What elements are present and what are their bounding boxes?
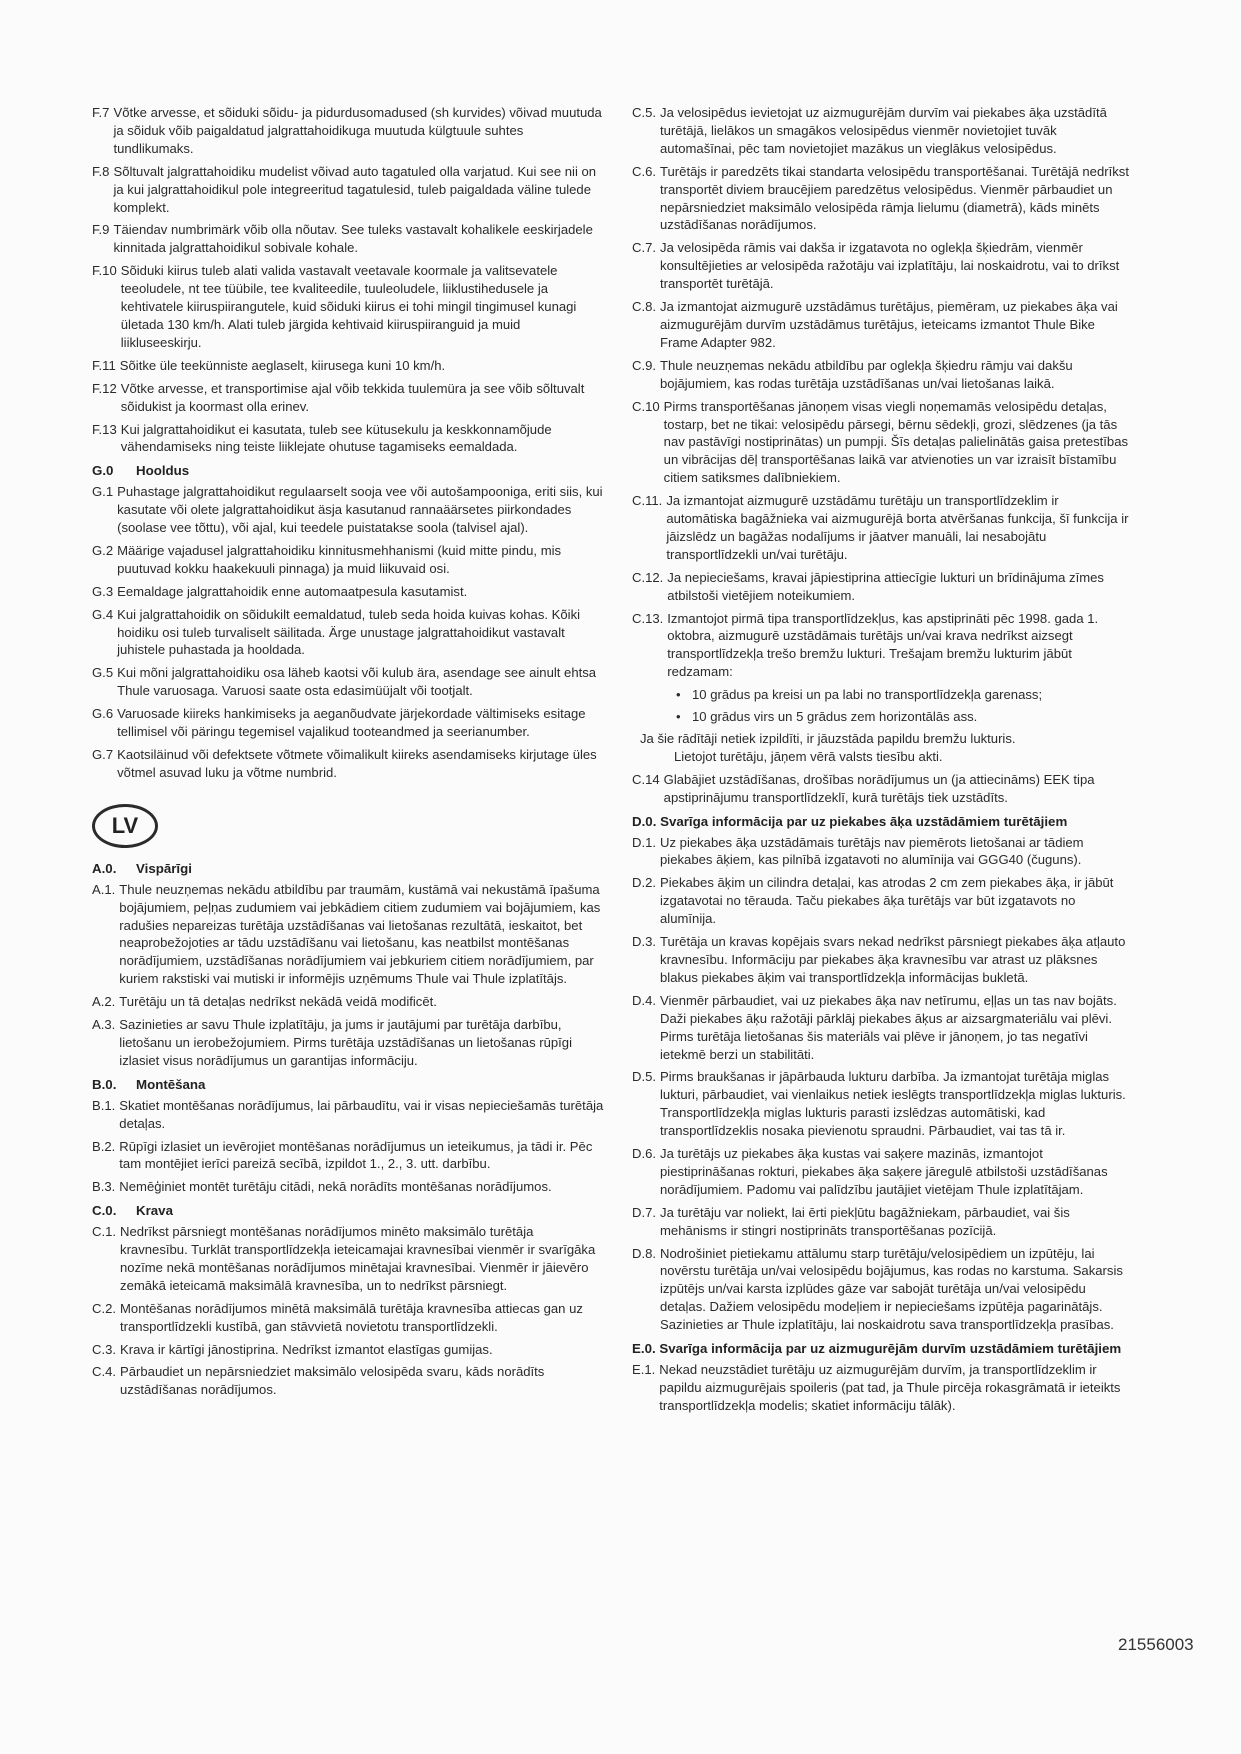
section-g-title: Hooldus [136,463,190,479]
c13-note-line2: Lietojot turētāju, jāņem vērā valsts tiesību akti. [674,748,943,764]
item-text: Nodrošiniet pietiekamu attālumu starp turētāju/velosipēdiem un izpūtēju, lai novērstu turētāja un/vai velosipēdu bojājumus, kas rodas no karstuma. Sakarsis izpūtējs un/vai karsta izplūdes gāze var sabojāt turētāja un/vai velosipēdu detaļas. Dažiem velosipēdu modeļiem ir nepieciešams izpūtēja pagarinātājs. Sazinieties ar Thule izplatītāju, lai noskaidrotu sava transportlīdzekļa prasības. [660,1245,1123,1333]
item-number: F.7 [92,105,110,120]
list-item [92,1016,604,1070]
item-number: D.7. [632,1204,657,1220]
item-number: B.1. [92,1097,116,1113]
item-text: Kui jalgrattahoidikut ei kasutata, tuleb see kütusekulu ja keskkonnamõjude vähendamiseks ning teiste liiklejate ohutuse tagamiseks eemaldada. [120,421,552,455]
document-number: 21556003 [1118,1635,1194,1654]
section-c-title: Krava [136,1203,173,1219]
item-text: Uz piekabes āķa uzstādāmais turētājs nav piemērots lietošanai ar tādiem piekabes āķiem, kas pilnībā izgatavoti no alumīnija vai GGG40 (čuguns). [660,834,1084,868]
item-number: C.8. [632,299,657,315]
list-item [632,933,1130,987]
item-number: F.12 [92,380,117,396]
item-number: G.3 [92,583,114,599]
item-text: Pirms transportēšanas jānoņem visas viegli noņemamās velosipēdu detaļas, tostarp, bet ne tikai: velosipēdu pārsegi, bērnu sēdekļi, grozi, slēdzenes (ja tās nav pastāvīgi nostiprinātas) un pumpji. Šīs detaļas palielinātās gaisa pretestības un vibrācijas dēļ transportēšanas laikā var atvienoties un var izraisīt bīstamību citiem satiksmes dalībniekiem. [663,398,1129,486]
bullet-text: 10 grādus pa kreisi un pa labi no transportlīdzekļa garenass; [692,687,1043,703]
bullet-item [632,708,1130,726]
list-item [92,881,604,988]
item-text: Ja izmantojat aizmugurē uzstādāmu turētāju un transportlīdzeklim ir automātiska bagāžnieka vai aizmugurējā borta atvēršanas funkcija, šī funkcija ir jāizslēdz un bagāžas nodalījums ir jāatver manuāli, lai nesabojātu transportlīdzekli un/vai turētāju. [666,493,1129,562]
item-number: C.12. [632,569,664,585]
section-c-items-left [92,1223,604,1399]
item-number: B.2. [92,1138,116,1154]
section-a-header [92,860,604,878]
item-number: A.2. [92,994,116,1010]
item-text: Piekabes āķim un cilindra detaļai, kas atrodas 2 cm zem piekabes āķa, ir jābūt izgatavotai no tērauda. Taču piekabes āķa turētājs var būt izgatavots no alumīnija. [660,875,1114,927]
item-text: Skatiet montēšanas norādījumus, lai pārbaudītu, vai ir visas nepieciešamās turētāja detaļas. [119,1097,604,1131]
item-number: C.3. [92,1341,117,1357]
item-text: Sõltuvalt jalgrattahoidiku mudelist võivad auto tagatuled olla varjatud. Kui see nii on ja kui jalgrattahoidikul pole integreeritud tagatulesid, tuleb paigaldada väline tulede komplekt. [113,163,597,215]
item-text: Izmantojot pirmā tipa transportlīdzekļus, kas apstiprināti pēc 1998. gada 1. oktobra, aizmugurē uzstādāmais turētājs un/vai krava nedrīkst aizsegt transportlīdzekļa trešo bremžu lukturi. Trešajam bremžu lukturim jābūt redzamam: [667,610,1099,680]
left-column [92,104,604,1404]
item-number: C.14 [632,771,660,787]
item-number: D.3. [632,934,657,950]
section-e-items [632,1361,1130,1415]
list-item [92,1097,604,1133]
list-item [92,483,604,537]
item-text: Pārbaudiet un nepārsniedziet maksimālo velosipēda svaru, kāds norādīts uzstādīšanas norādījumos. [120,1364,545,1398]
item-number: G.1 [92,484,114,500]
item-text: Ja turētāju var noliekt, lai ērti piekļūtu bagāžniekam, pārbaudiet, vai šis mehānisms ir stingri nostiprināts transportēšanas pozīcijā. [660,1204,1070,1238]
item-text: Turētāja un kravas kopējais svars nekad nedrīkst pārsniegt piekabes āķa atļauto kravnesību. Informāciju par piekabes āķa kravnesību var atrast uz plāksnes blakus piekabes āķim vai transportlīdzekļa informācijas bukletā. [660,934,1126,985]
item-text: Nekad neuzstādiet turētāju uz aizmugurējām durvīm, ja transportlīdzeklim ir papildu aizmugurējais spoileris (pat tad, ja Thule pircēja rokasgrāmatā ir ieteikts transportlīdzekļa modelis; skatiet informāciju tālāk). [659,1362,1121,1413]
item-number: C.1. [92,1224,117,1240]
list-item [632,992,1130,1064]
bullet-text: 10 grādus virs un 5 grādus zem horizontālās ass. [692,709,978,725]
list-item [632,239,1130,293]
item-text: Kaotsiläinud või defektsete võtmete võimalikult kiireks asendamiseks kirjutage üles võtmel asuvad luku ja võtme numbrid. [117,747,597,780]
list-item [92,1178,604,1196]
list-item [632,104,1130,158]
item-number: C.7. [632,240,657,256]
list-item [92,1363,604,1399]
list-item [632,492,1130,564]
list-item [92,705,604,741]
item-number: E.1. [632,1362,656,1377]
section-c-header [92,1202,604,1220]
bullet-item [632,686,1130,704]
item-number: G.6 [92,706,114,722]
item-text: Vienmēr pārbaudiet, vai uz piekabes āķa nav netīrumu, eļļas un tas nav bojāts. Daži piekabes āķu ražotāji pārklāj piekabes āķus ar aizsargmateriālu vai plēvi. Pirms turētāja lietošanas šis materiāls vai plēve ir jānoņem, jo tas negatīvi ietekmē berzi un stabilitāti. [660,992,1117,1062]
list-item [92,421,604,457]
item-number: D.8. [632,1245,657,1261]
item-text: Täiendav numbrimärk võib olla nõutav. See tuleks vastavalt kohalikele eeskirjadele kinnitada jalgrattahoidikul sobivale kohale. [113,222,593,256]
item-number: D.2. [632,875,657,891]
list-item [632,1204,1130,1240]
item-text: Nemēģiniet montēt turētāju citādi, nekā norādīts montēšanas norādījumos. [119,1179,552,1195]
section-b-items [92,1097,604,1197]
item-text: Nedrīkst pārsniegt montēšanas norādījumos minēto maksimālo turētāja kravnesību. Turklāt transportlīdzekļa ieteicamajai kravnesībai vienmēr ir svarīgāka nozīme nekā montēšanas norādījumos minētajai kravnesībai. Vienmēr ir jāievēro zemākā ieteicamā maksimālā kravnesība, un to nedrīkst pārsniegt. [120,1224,596,1293]
item-text: Sõiduki kiirus tuleb alati valida vastavalt veetavale koormale ja valitsevatele teeoludele, nt tee tüübile, tee kvaliteedile, tuuleoludele, liiklustihedusele ja kehtivatele kiiruspiirangutele, kuid sõiduki kiirus ei tohi mingil tingimusel kunagi ületada 130 km/h. Alati tuleb järgida kehtivaid kiiruspiiranguid ja muid liikluseeskirju. [120,263,577,350]
item-text: Eemaldage jalgrattahoidik enne automaatpesula kasutamist. [117,583,468,599]
item-number: D.4. [632,992,657,1008]
item-text: Sazinieties ar savu Thule izplatītāju, ja jums ir jautājumi par turētāja darbību, lietošanu un ierobežojumiem. Pirms turētāja uzstādīšanas un lietošanas rūpīgi izlasiet visus norādījumus un garantijas informāciju. [119,1017,573,1068]
item-text: Kui jalgrattahoidik on sõidukilt eemaldatud, tuleb seda hoida kuivas kohas. Kõiki hoidiku osi tuleb turvaliselt säilitada. Ärge unustage jalgrattahoidikut vastavalt juhistele puhastada ja hooldada. [117,606,581,658]
item-text: Võtke arvesse, et transportimise ajal võib tekkida tuulemüra ja see võib sõltuvalt sõidukist ja koormast olla erinev. [120,380,585,414]
item-text: Varuosade kiireks hankimiseks ja aeganõudvate järjekordade vältimiseks esitage tellimisel või päringu tegemisel vajalikud tooteandmed ja seerianumber. [117,706,586,740]
item-number: G.5 [92,665,114,681]
item-text: Glabājiet uzstādīšanas, drošības norādījumus un (ja attiecināms) EEK tipa apstiprinājumu transportlīdzeklī, kurā turētājs tiek uzstādīts. [663,771,1095,805]
list-item [632,610,1130,682]
item-text: Kui mõni jalgrattahoidiku osa läheb kaotsi või kulub ära, asendage see ainult ehtsa Thule varuosaga. Varuosi saate osta edasimüüjalt või tootjalt. [117,665,597,699]
item-number: F.8 [92,163,110,179]
item-number: C.5. [632,105,657,120]
item-number: C.6. [632,163,657,179]
item-text: Montēšanas norādījumos minētā maksimālā turētāja kravnesība attiecas gan uz transportlīdzekli kustībā, gan stāvvietā novietotu transportlīdzekli. [120,1300,583,1334]
c13-note [632,730,1130,766]
item-text: Turētājs ir paredzēts tikai standarta velosipēdu transportēšanai. Turētājā nedrīkst transportēt diviem braucējiem paredzētus velosipēdus. Vienmēr pārbaudiet un nepārsniedziet maksimālo velosipēda rāmja lielumu (diametrā), kāds minēts uzstādīšanas norādījumos. [660,163,1129,233]
section-e-header: E.0. Svarīga informācija par uz aizmugurējām durvīm uzstādāmiem turētājiem [632,1341,1122,1357]
right-column [632,104,1130,1420]
item-number: C.4. [92,1364,117,1380]
section-g-items [92,483,604,782]
section-d-header: D.0. Svarīga informācija par uz piekabes āķa uzstādāmiem turētājiem [632,813,1068,829]
item-number: C.11. [632,493,663,509]
item-text: Thule neuzņemas nekādu atbildību par oglekļa šķiedru rāmju vai dakšu bojājumiem, kas rodas turētāja uzstādīšanas un/vai lietošanas laikā. [660,357,1073,391]
item-number: A.1. [92,881,116,897]
list-item [92,104,604,158]
language-badge-lv: LV [92,804,158,848]
item-number: C.10 [632,398,660,414]
item-number: G.7 [92,747,114,762]
list-item [632,569,1130,605]
list-item [632,771,1130,807]
item-text: Krava ir kārtīgi jānostiprina. Nedrīkst izmantot elastīgas gumijas. [120,1341,493,1357]
list-item [92,1341,604,1359]
item-text: Sõitke üle teekünniste aeglaselt, kiirusega kuni 10 km/h. [119,357,446,373]
section-b-header [92,1076,604,1094]
list-item [632,1068,1130,1140]
item-text: Määrige vajadusel jalgrattahoidiku kinnitusmehhanismi (kuid mitte pindu, mis puutuvad kokku haakekuuli pinnaga) ja muid liikuvaid osi. [117,542,562,576]
item-number: F.13 [92,421,117,437]
list-item [92,1223,604,1295]
list-item [92,357,604,375]
item-text: Ja velosipēda rāmis vai dakša ir izgatavota no oglekļa šķiedrām, vienmēr konsultējieties ar velosipēda ražotāju vai izplatītāju, lai noskaidrotu, vai to drīkst transportēt turētājā. [660,240,1120,292]
list-item [632,874,1130,928]
section-g-number: G.0 [92,463,114,479]
item-text: Turētāju un tā detaļas nedrīkst nekādā veidā modificēt. [119,994,437,1010]
section-a-items [92,881,604,1070]
list-item [632,398,1130,488]
item-number: A.3. [92,1017,116,1033]
list-item [92,163,604,217]
item-number: C.13. [632,610,664,626]
list-item [632,298,1130,352]
item-text: Rūpīgi izlasiet un ievērojiet montēšanas norādījumus un ieteikumus, ja tādi ir. Pēc tam montējiet ierīci pareizā secībā, izpildot 1., 2., 3. utt. darbību. [119,1138,593,1172]
language-badge-wrap [92,804,604,848]
section-b-number: B.0. [92,1076,117,1092]
section-c-number: C.0. [92,1203,117,1219]
list-item [92,380,604,416]
item-number: D.5. [632,1069,657,1085]
item-text: Ja nepieciešams, kravai jāpiestiprina attiecīgie lukturi un brīdinājuma zīmes atbilstoši vietējiem noteikumiem. [667,569,1104,603]
list-item [92,1300,604,1336]
list-item [92,606,604,660]
section-f-items [92,104,604,456]
section-c-items-right [632,104,1130,681]
item-number: C.9. [632,357,657,373]
list-item [92,262,604,352]
section-g-header [92,462,604,480]
item-number: D.6. [632,1146,657,1162]
item-number: F.11 [92,357,116,373]
item-text: Puhastage jalgrattahoidikut regulaarselt sooja vee või autošampooniga, eriti siis, kui kasutate või olete jalgrattahoidikut äsja kasutanud rannaäärsetes piirkondades (soolase vee tõttu), või ajal, kui teedele puistatakse soola (talvisel ajal). [117,484,603,536]
item-number: F.9 [92,222,110,238]
item-text: Ja izmantojat aizmugurē uzstādāmus turētājus, piemēram, uz piekabes āķa vai aizmugurējām durvīm uzstādāmus turētājus, ieteicams izmantot Thule Bike Frame Adapter 982. [660,299,1118,350]
item-number: G.4 [92,606,114,622]
section-b-title: Montēšana [136,1076,206,1092]
item-number: B.3. [92,1179,116,1195]
section-d-items [632,834,1130,1335]
bullet-dot-icon: • [676,709,681,725]
list-item [92,664,604,700]
list-item [632,1361,1130,1415]
section-a-number: A.0. [92,860,117,876]
list-item [632,1245,1130,1335]
item-text: Ja velosipēdus ievietojat uz aizmugurējām durvīm vai piekabes āķa uzstādītā turētājā, lielākos un smagākos velosipēdus vienmēr novietojiet tuvāk automašīnai, pēc tam novietojiet mazākus un vieglākus velosipēdus. [660,105,1107,156]
list-item [92,1138,604,1174]
item-text: Thule neuzņemas nekādu atbildību par traumām, kustāmā vai nekustāmā īpašuma bojājumiem, peļņas zudumiem vai jebkādiem citiem zudumiem vai bojājumiem, kas radušies nepareizas turētāja uzstādīšanas vai lietošanas rezultātā, ieskaitot, bet neaprobežojoties ar tādu uzstādīšanu vai lietošanu, kas neatbilst montēšanas norādījumiem, uzstādīšanas norādījumiem vai jebkuriem citiem norādījumiem, par kuriem rakstiski vai mutiski ir informējis uzņēmums Thule vai Thule izplatītājs. [119,881,601,987]
item-number: C.2. [92,1300,117,1316]
list-item [632,357,1130,393]
bullet-dot-icon: • [676,687,681,703]
c13-note-line1: Ja šie rādītāji netiek izpildīti, ir jāuzstāda papildu bremžu lukturis. [640,731,1016,746]
item-text: Pirms braukšanas ir jāpārbauda lukturu darbība. Ja izmantojat turētāja miglas lukturi, pārbaudiet, vai vienlaikus netiek ieslēgts transportlīdzekļa miglas lukturis. Transportlīdzekļa miglas lukturis parasti izslēdzas automātiski, kad transportlīdzeklis nosaka pievienotu spraudni. Pārbaudiet, vai tas tā ir. [660,1069,1126,1139]
list-item [632,1145,1130,1199]
list-item [92,746,604,782]
item-text: Ja turētājs uz piekabes āķa kustas vai saķere mazinās, izmantojot piestiprināšanas rokturi, piekabes āķa saķere jāregulē atbilstoši uzstādīšanas norādījumiem. Padomu vai palīdzību jautājiet vietējam Thule izplatītājam. [660,1146,1108,1197]
list-item [632,834,1130,870]
item-number: F.10 [92,263,117,279]
item-text: Võtke arvesse, et sõiduki sõidu- ja pidurdusomadused (sh kurvides) võivad muutuda ja sõiduk võib paigaldatud jalgrattahoidikuga muutuda külgtuule suhtes tundlikumaks. [113,105,602,156]
list-item [92,542,604,578]
section-a-title: Vispārīgi [136,860,192,876]
list-item [92,583,604,601]
item-number: D.1. [632,834,657,850]
list-item [92,993,604,1011]
item-number: G.2 [92,542,114,558]
list-item [92,221,604,257]
list-item [632,163,1130,235]
